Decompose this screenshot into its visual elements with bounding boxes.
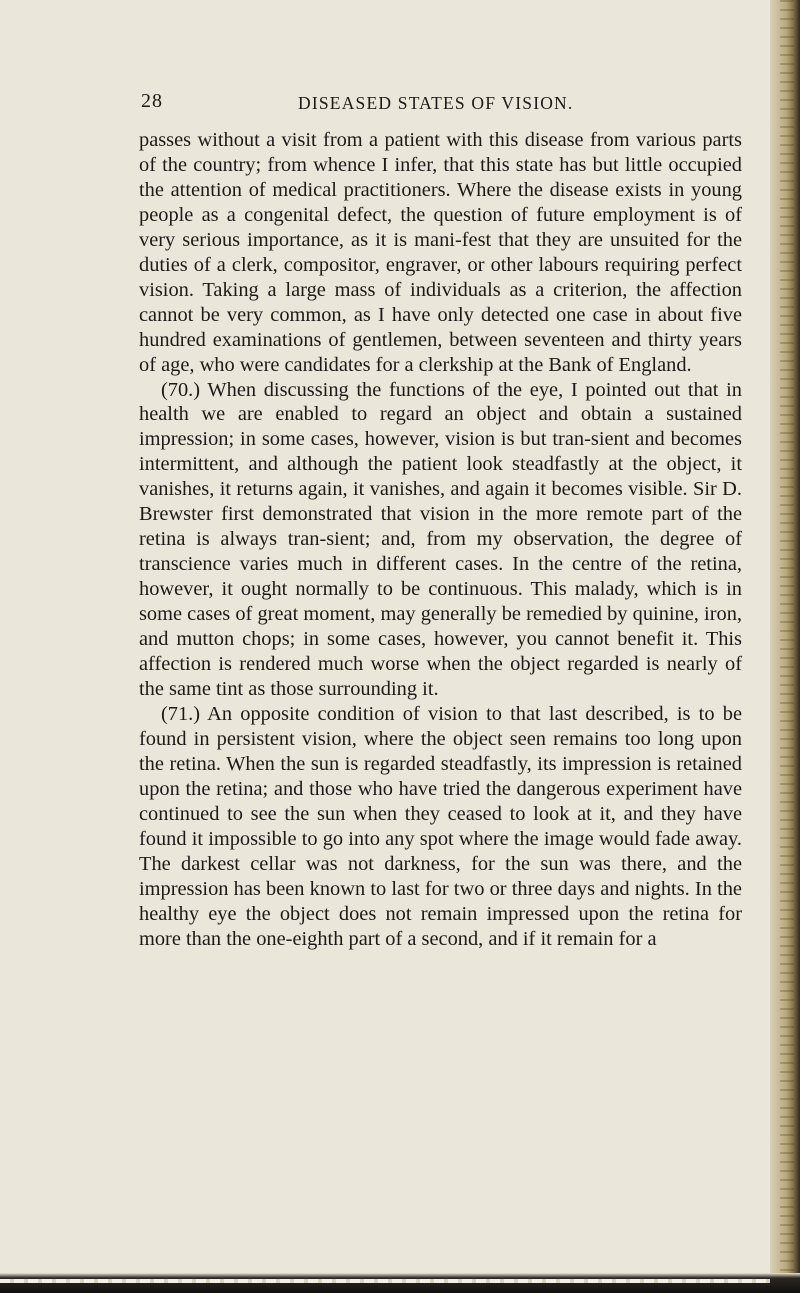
page-bottom-edge	[0, 1273, 800, 1293]
running-title: DISEASED STATES OF VISION.	[298, 93, 574, 113]
page-edge-stripes	[780, 0, 794, 1293]
page-bottom-highlight	[0, 1279, 770, 1283]
paragraph-70: (70.) When discussing the functions of the eye, I pointed out that in health we are enabled to regard an object and obtain a sustained impression; in some cases, however, vision is but tran-sient and becomes intermittent, and although the patient look steadfastly at the object, it vanishes, it returns again, it vanishes, and again it becomes visible. Sir D. Brewster first demonstrated that vision in the more remote part of the retina is always tran-sient; and, from my observation, the degree of transcience varies much in different cases. In the centre of the retina, however, it ought normally to be continuous. This malady, which is in some cases of great moment, may generally be remedied by quinine, iron, and mutton chops; in some cases, however, you cannot benefit it. This affection is rendered much worse when the object regarded is nearly of the same tint as those surrounding it.	[139, 378, 742, 700]
body-text	[139, 128, 742, 951]
paragraph-continued: passes without a visit from a patient with this disease from various parts of the country; from whence I infer, that this state has but little occupied the attention of medical practitioners. Where the disease exists in young people as a congenital defect, the question of future employment is of very serious importance, as it is mani-fest that they are unsuited for the duties of a clerk, compositor, engraver, or other labours requiring perfect vision. Taking a large mass of individuals as a criterion, the affection cannot be very common, as I have only detected one case in about five hundred examinations of gentlemen, between seventeen and thirty years of age, who were candidates for a clerkship at the Bank of England.	[139, 129, 742, 376]
paragraph-71: (71.) An opposite condition of vision to that last described, is to be found in persistent vision, where the object seen remains too long upon the retina. When the sun is regarded steadfastly, its impression is retained upon the retina; and those who have tried the dangerous experiment have continued to see the sun when they ceased to look at it, and they have found it impossible to go into any spot where the image would fade away. The darkest cellar was not darkness, for the sun was there, and the impression has been known to last for two or three days and nights. In the healthy eye the object does not remain impressed upon the retina for more than the one-eighth part of a second, and if it remain for a	[139, 702, 742, 950]
page-header	[0, 90, 770, 120]
page-number: 28	[141, 90, 163, 112]
